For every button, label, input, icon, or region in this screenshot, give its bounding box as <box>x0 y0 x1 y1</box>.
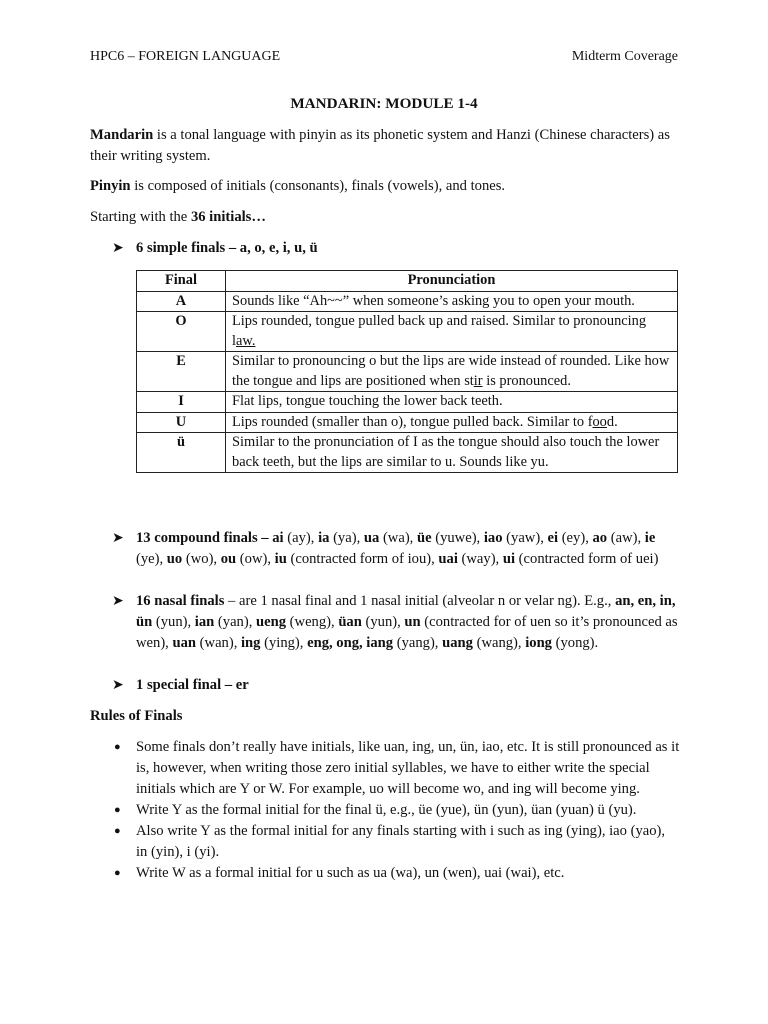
final-name: uo <box>166 551 183 567</box>
arrow-bullet-icon: ➤ <box>112 531 124 546</box>
final-reading: (ey), <box>558 530 593 546</box>
final-name: ui <box>502 551 516 567</box>
table-header-row <box>137 271 678 292</box>
final-cell: ü <box>137 433 226 473</box>
final-name: üe <box>416 530 432 546</box>
final-reading: (yang), <box>393 635 443 651</box>
pronunciation-text: Lips rounded (smaller than o), tongue pulled back. Similar to f <box>232 413 593 430</box>
rule-text: Some finals don’t really have initials, like uan, ing, un, ün, iao, etc. It is still pronounced as it is, however, when writing those zero initial syllables, we have to either write the special initials which are Y or W. For example, uo will become wo, and ing will become ying. <box>136 739 680 797</box>
final-name: üan <box>338 614 362 630</box>
final-reading: (ay), <box>283 530 319 546</box>
initials-count: 36 initials… <box>190 209 266 225</box>
final-cell: O <box>137 312 226 352</box>
table-row <box>137 291 678 312</box>
final-name: ei <box>547 530 559 546</box>
final-reading: (ow), <box>236 551 275 567</box>
final-name: ai <box>272 530 284 546</box>
simple-finals-item <box>112 238 680 259</box>
term-pinyin: Pinyin <box>90 178 131 194</box>
simple-finals-table <box>136 270 678 473</box>
intro-mandarin <box>90 125 680 167</box>
list-item <box>112 737 680 800</box>
pronunciation-cell <box>226 412 678 433</box>
pronunciation-cell <box>226 433 678 473</box>
final-reading: (wan), <box>196 635 241 651</box>
final-name: iao <box>483 530 503 546</box>
final-reading: (ye), <box>136 551 167 567</box>
document-title: MANDARIN: MODULE 1-4 <box>290 95 478 112</box>
arrow-bullet-icon: ➤ <box>112 678 124 693</box>
compound-finals-label: 13 compound finals – <box>136 530 273 546</box>
final-name: uang <box>442 635 473 651</box>
final-reading: (ying), <box>260 635 308 651</box>
final-reading: (yaw), <box>502 530 548 546</box>
rule-text: Write W as a formal initial for u such as ua (wa), un (wen), uai (wai), etc. <box>136 865 565 881</box>
final-name: eng, ong, iang <box>307 635 394 651</box>
rules-list <box>112 737 680 884</box>
page-header <box>90 46 678 67</box>
initials-prefix: Starting with the <box>90 209 191 225</box>
final-reading: (yuwe), <box>431 530 484 546</box>
final-name: un <box>404 614 421 630</box>
list-item <box>112 863 680 884</box>
bullet-dot-icon: ● <box>114 867 121 879</box>
final-reading: (contracted form of uei) <box>515 551 659 567</box>
special-final-item <box>112 675 680 696</box>
nasal-finals-item <box>112 591 680 654</box>
pronunciation-text: Lips rounded, tongue pulled back up and raised. Similar to pronouncing l <box>232 313 647 349</box>
final-reading: (wa), <box>379 530 417 546</box>
final-reading: (ya), <box>329 530 364 546</box>
pronunciation-cell <box>226 352 678 392</box>
intro-pinyin <box>90 176 680 197</box>
table-row <box>137 352 678 392</box>
arrow-bullet-icon: ➤ <box>112 241 124 256</box>
underlined-example: aw. <box>236 332 256 349</box>
term-mandarin: Mandarin <box>90 127 154 143</box>
table-row <box>137 433 678 473</box>
header-coverage: Midterm Coverage <box>571 49 678 64</box>
final-reading: (weng), <box>286 614 339 630</box>
compound-finals-item <box>112 528 680 570</box>
rule-text: Write Y as the formal initial for the final ü, e.g., üe (yue), ün (yun), üan (yuan) ü (yu). <box>136 802 637 818</box>
final-name: ao <box>592 530 608 546</box>
pronunciation-text: Sounds like “Ah~~” when someone’s asking you to open your mouth. <box>232 292 635 309</box>
underlined-example: oo <box>592 413 607 430</box>
final-name: an, en, in, ün <box>136 593 676 630</box>
rules-heading-para <box>90 706 680 727</box>
table-row <box>137 392 678 413</box>
final-cell: I <box>137 392 226 413</box>
final-reading: (contracted form of iou), <box>286 551 439 567</box>
list-item <box>112 800 680 821</box>
bullet-dot-icon: ● <box>114 825 121 837</box>
final-name: ou <box>220 551 237 567</box>
pronunciation-text: Similar to the pronunciation of I as the tongue should also touch the lower back teeth, but the lips are similar to u. Sounds like yu. <box>232 434 660 470</box>
simple-finals-label: 6 simple finals – a, o, e, i, u, ü <box>136 240 318 256</box>
pinyin-definition: is composed of initials (consonants), finals (vowels), and tones. <box>130 178 506 194</box>
final-reading: (yun), <box>361 614 405 630</box>
pronunciation-cell <box>226 392 678 413</box>
col-final-header: Final <box>137 271 226 292</box>
mandarin-definition: is a tonal language with pinyin as its phonetic system and Hanzi (Chinese characters) as their writing system. <box>90 127 670 164</box>
pronunciation-text: Similar to pronouncing o but the lips are wide instead of rounded. Like how the tongue and lips are positioned when st <box>232 353 670 389</box>
final-reading: (yun), <box>152 614 195 630</box>
final-reading: (way), <box>457 551 503 567</box>
final-name: ing <box>241 635 261 651</box>
final-reading: (wang), <box>472 635 526 651</box>
final-cell: E <box>137 352 226 392</box>
final-cell: U <box>137 412 226 433</box>
final-reading: (contracted for of uen so it’s pronounced as wen), <box>136 614 678 651</box>
final-name: iu <box>274 551 287 567</box>
pronunciation-cell <box>226 312 678 352</box>
final-name: ie <box>644 530 656 546</box>
final-name: ian <box>194 614 215 630</box>
final-name: ueng <box>256 614 287 630</box>
final-reading: (aw), <box>607 530 645 546</box>
rules-heading: Rules of Finals <box>90 708 183 724</box>
pronunciation-text: Flat lips, tongue touching the lower back teeth. <box>232 393 503 409</box>
final-name: ua <box>363 530 380 546</box>
arrow-bullet-icon: ➤ <box>112 594 124 609</box>
bullet-dot-icon: ● <box>114 804 121 816</box>
pronunciation-text: d. <box>606 413 618 430</box>
table-row <box>137 412 678 433</box>
nasal-finals-label: 16 nasal finals <box>136 593 225 609</box>
pronunciation-text: is pronounced. <box>482 372 571 389</box>
final-name: ia <box>318 530 330 546</box>
special-final-label: 1 special final – er <box>136 677 249 693</box>
nasal-finals-intro: – are 1 nasal final and 1 nasal initial (alveolar n or velar ng). E.g., <box>224 593 616 609</box>
table-row <box>137 312 678 352</box>
final-name: iong <box>525 635 552 651</box>
pronunciation-cell <box>226 291 678 312</box>
final-reading: (yong). <box>551 635 599 651</box>
final-reading: (wo), <box>182 551 221 567</box>
bullet-dot-icon: ● <box>114 741 121 753</box>
col-pronunciation-header: Pronunciation <box>226 271 678 292</box>
final-name: uai <box>438 551 458 567</box>
final-cell: A <box>137 291 226 312</box>
underlined-example: ir <box>473 372 483 389</box>
final-name: uan <box>172 635 197 651</box>
header-course: HPC6 – FOREIGN LANGUAGE <box>90 49 281 64</box>
final-reading: (yan), <box>214 614 257 630</box>
intro-initials <box>90 207 680 228</box>
rule-text: Also write Y as the formal initial for any finals starting with i such as ing (ying), iao (yao), in (yin), i (yi). <box>136 823 666 860</box>
list-item <box>112 821 680 863</box>
